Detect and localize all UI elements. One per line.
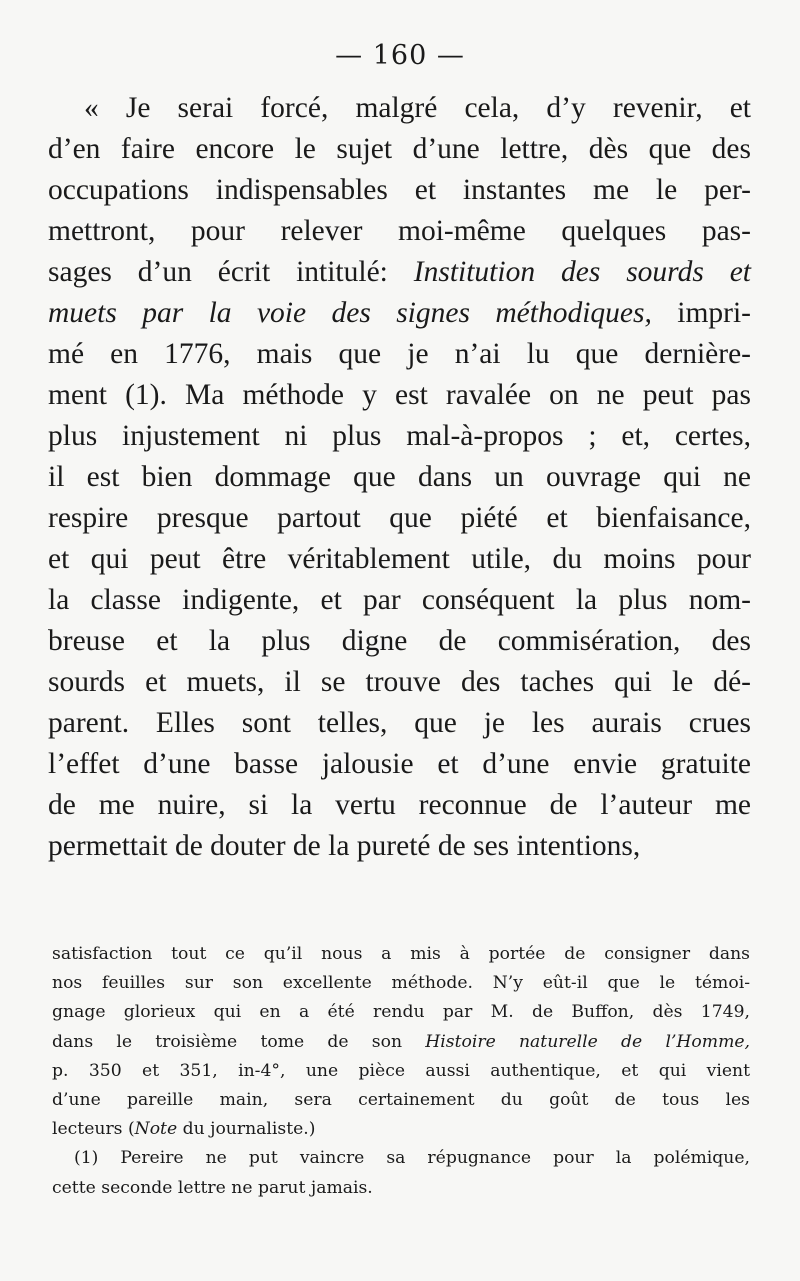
text-segment: parent. Elles sont telles, que je les aurais crues — [48, 707, 751, 739]
text-segment: sourds et muets, il se trouve des taches qui le dé- — [48, 666, 751, 698]
text-segment: permettait de douter de la pureté de ses intentions, — [48, 830, 641, 862]
text-segment: p. 350 et 351, in-4°, une pièce aussi authentique, et qui vient — [52, 1060, 750, 1081]
italic-text: muets par la voie des signes méthodiques, — [48, 297, 652, 329]
text-segment: satisfaction tout ce qu’il nous a mis à portée de consigner dans — [52, 944, 750, 964]
text-line — [48, 129, 751, 170]
text-segment: ment (1). Ma méthode y est ravalée on ne peut pas — [48, 379, 751, 411]
text-segment: l’effet d’une basse jalousie et d’une envie gratuite — [48, 748, 751, 780]
text-line — [48, 621, 751, 662]
text-segment: sages d’un écrit intitulé: — [48, 256, 414, 288]
text-line — [48, 293, 751, 334]
text-segment: la classe indigente, et par conséquent la plus nom- — [48, 584, 751, 616]
text-segment: de me nuire, si la vertu reconnue de l’auteur me — [48, 789, 751, 821]
text-line — [48, 416, 751, 457]
text-segment: et qui peut être véritablement utile, du moins pour — [48, 543, 751, 575]
italic-text: Note — [134, 1119, 178, 1140]
text-segment: impri- — [651, 297, 751, 329]
text-segment: breuse et la plus digne de commisération, des — [48, 625, 751, 657]
footnote-line — [52, 1028, 750, 1057]
footnote-line — [52, 1174, 750, 1203]
text-segment: lecteurs ( — [52, 1119, 135, 1140]
text-line — [48, 744, 751, 785]
italic-text: Institution des sourds et — [413, 256, 751, 288]
text-segment: mé en 1776, mais que je n’ai lu que dernière- — [48, 338, 751, 370]
text-segment: plus injustement ni plus mal-à-propos ; et, certes, — [48, 420, 751, 452]
main-text — [48, 88, 751, 867]
text-line — [48, 252, 751, 293]
text-line — [48, 662, 751, 703]
footnote-line — [52, 940, 750, 969]
text-segment: occupations indispensables et instantes me le per- — [48, 174, 751, 206]
text-line — [48, 88, 751, 129]
text-segment: cette seconde lettre ne parut jamais. — [52, 1177, 373, 1198]
text-segment: (1) Pereire ne put vaincre sa répugnance pour la polémique, — [74, 1148, 750, 1169]
text-segment: il est bien dommage que dans un ouvrage qui ne — [48, 461, 751, 493]
footnote-line — [52, 1057, 750, 1086]
text-segment: d’en faire encore le sujet d’une lettre, dès que des — [48, 133, 751, 165]
footnotes — [52, 940, 750, 1203]
text-segment: respire presque partout que piété et bienfaisance, — [48, 502, 751, 534]
text-line — [48, 334, 751, 375]
text-line — [48, 703, 751, 744]
text-line — [48, 457, 751, 498]
footnote-1 — [52, 1144, 750, 1202]
footnote-line — [52, 1144, 750, 1173]
text-line — [48, 580, 751, 621]
text-segment: « Je serai forcé, malgré cela, d’y revenir, et — [84, 92, 751, 124]
italic-text: Histoire naturelle de l’Homme, — [425, 1031, 750, 1052]
text-segment: dans le troisième tome de son — [52, 1031, 426, 1052]
text-line — [48, 539, 751, 580]
footnote-line — [52, 1086, 750, 1115]
text-segment: mettront, pour relever moi-même quelques pas- — [48, 215, 751, 247]
text-line — [48, 785, 751, 826]
text-line — [48, 375, 751, 416]
text-line — [48, 211, 751, 252]
text-segment: du journaliste.) — [177, 1119, 316, 1140]
text-segment: nos feuilles sur son excellente méthode. N’y eût-il que le témoi- — [52, 973, 750, 994]
text-line — [48, 498, 751, 539]
text-line — [48, 826, 751, 867]
text-segment: gnage glorieux qui en a été rendu par M. de Buffon, dès 1749, — [52, 1002, 750, 1023]
footnote-continuation — [52, 940, 750, 1144]
text-segment: d’une pareille main, sera certainement du goût de tous les — [52, 1090, 750, 1111]
page-number: — 160 — — [335, 40, 465, 71]
footnote-line — [52, 1115, 750, 1144]
footnote-line — [52, 969, 750, 998]
footnote-line — [52, 998, 750, 1027]
text-line — [48, 170, 751, 211]
